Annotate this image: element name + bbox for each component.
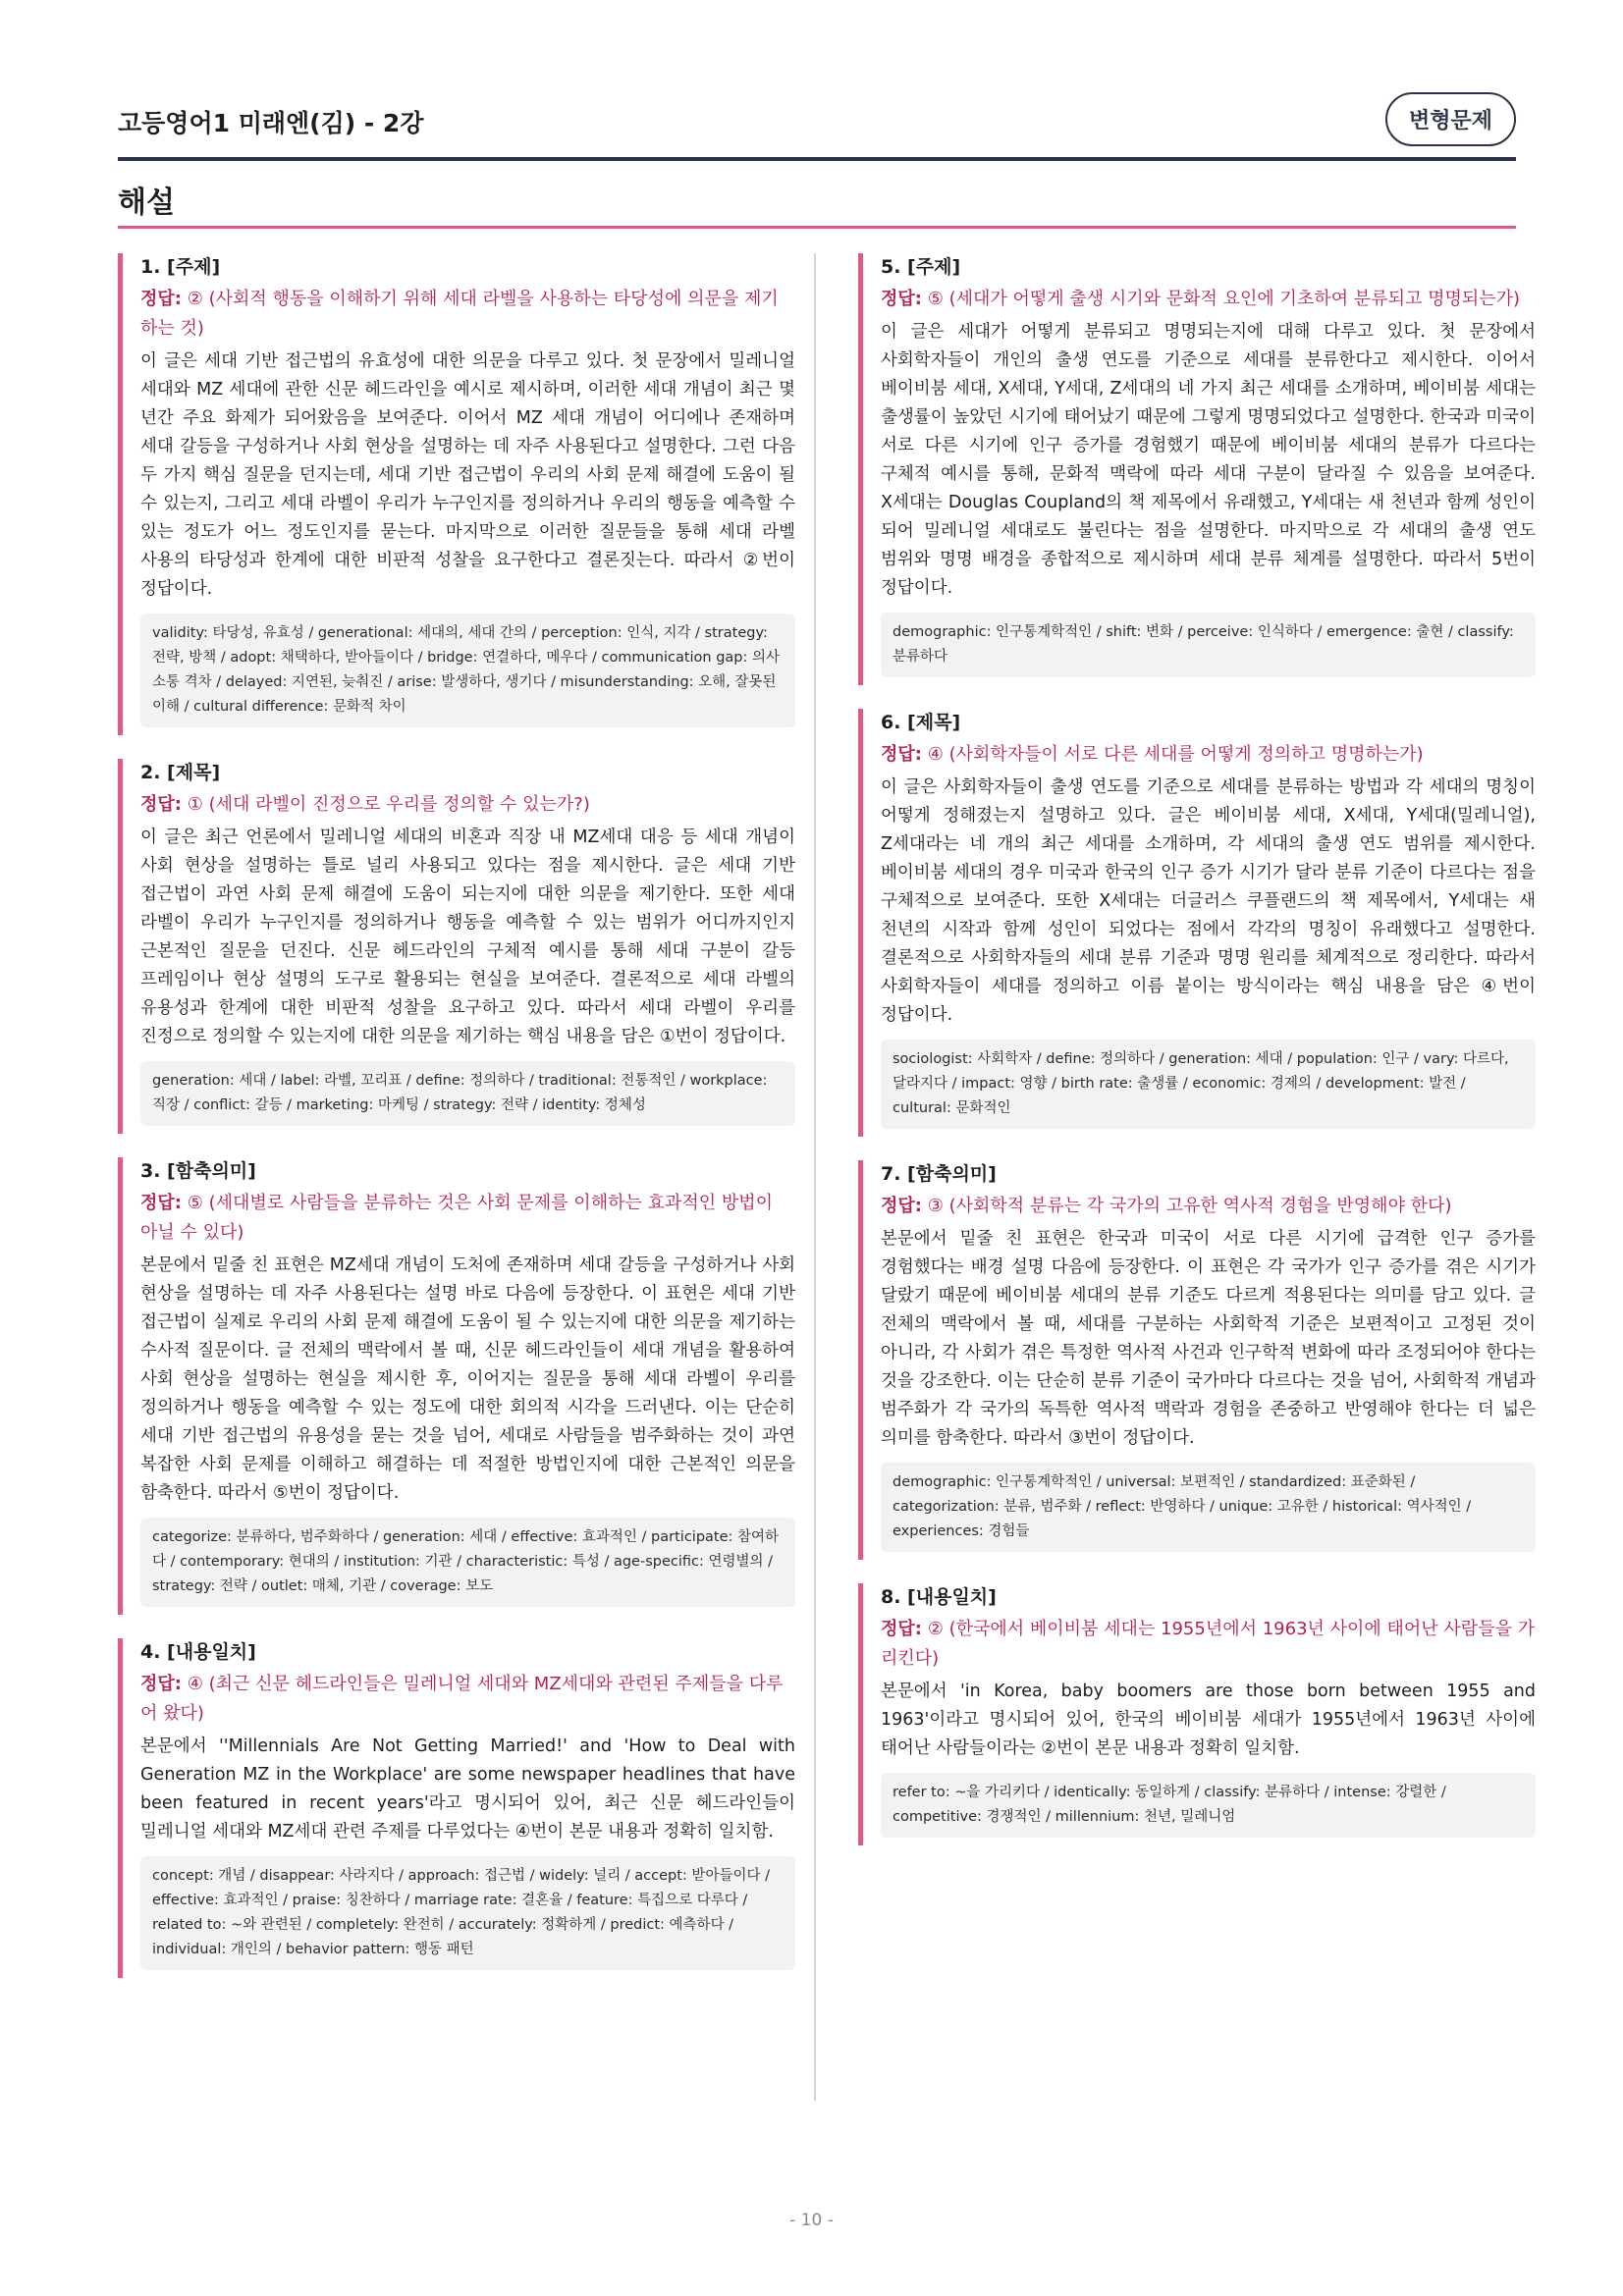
answer-text: ③ (사회학적 분류는 각 국가의 고유한 역사적 경험을 반영해야 한다) [927,1196,1452,1216]
answer-text: ⑤ (세대가 어떻게 출생 시기와 문화적 요인에 기초하여 분류되고 명명되는가) [927,289,1521,309]
vocabulary-box: concept: 개념 / disappear: 사라지다 / approach: 접근법 / widely: 널리 / accept: 받아들이다 / effective: 효과적인 / praise: 칭찬하다 / marriage rate: 결혼율 / feature: 특집으로 다루다 / related to: ~와 관련된 / completely: 완전히 / accurately: 정확하게 / predict: 예측하다 / individual: 개인의 / behavior pattern: 행동 패턴 [140,1856,795,1970]
vocabulary-box: sociologist: 사회학자 / define: 정의하다 / generation: 세대 / population: 인구 / vary: 다르다, 달라지다 / impact: 영향 / birth rate: 출생률 / economic: 경제의 / development: 발전 / cultural: 문화적인 [881,1040,1536,1129]
variant-question-badge: 변형문제 [1385,92,1516,146]
question-8-explanation [858,1583,1536,1845]
question-heading: 5. [주제] [881,256,961,278]
answer-line [881,1192,1536,1221]
question-heading: 3. [함축의미] [140,1160,256,1182]
explanation-text: 본문에서 'in Korea, baby boomers are those born between 1955 and 1963'이라고 명시되어 있어, 한국의 베이비붐 세대가 1955년에서 1963년 사이에 태어난 사람들이라는 ②번이 본문 내용과 정확히 일치함. [881,1682,1536,1758]
answer-line [881,1615,1536,1674]
question-5-explanation [858,253,1536,685]
question-heading: 4. [내용일치] [140,1641,256,1663]
answer-label: 정답: [140,794,182,815]
explanation-text: 이 글은 세대가 어떻게 분류되고 명명되는지에 대해 다루고 있다. 첫 문장에서 사회학자들이 개인의 출생 연도를 기준으로 세대를 분류한다고 제시한다. 이어서 베이비붐 세대, X세대, Y세대, Z세대의 네 가지 최근 세대를 소개하며, 베이비붐 세대는 출생률이 높았던 시기에 태어났기 때문에 그렇게 명명되었다고 설명한다. 한국과 미국이 서로 다른 시기에 인구 증가를 경험했기 때문에 베이비붐 세대의 분류가 다르다는 구체적 예시를 통해, 문화적 맥락에 따라 세대 구분이 달라질 수 있음을 보여준다. X세대는 Douglas Coupland의 책 제목에서 유래했고, Y세대는 새 천년과 함께 성인이 되어 밀레니얼 세대로도 불린다는 점을 설명한다. 마지막으로 각 세대의 출생 연도 범위와 명명 배경을 종합적으로 제시하며 세대 분류 체계를 설명한다. 따라서 5번이 정답이다. [881,322,1536,598]
explanation-text: 이 글은 최근 언론에서 밀레니얼 세대의 비혼과 직장 내 MZ세대 대응 등 세대 개념이 사회 현상을 설명하는 틀로 널리 사용되고 있다는 점을 제시한다. 글은 세대 기반 접근법이 과연 사회 문제 해결에 도움이 되는지에 대한 의문을 제기한다. 또한 세대 라벨이 우리가 누구인지를 정의하거나 행동을 예측할 수 있는 범위가 어디까지인지 근본적인 질문을 던진다. 신문 헤드라인의 구체적 예시를 통해 세대 구분이 갈등 프레임이나 현상 설명의 도구로 활용되는 현실을 보여준다. 결론적으로 세대 라벨의 유용성과 한계에 대한 비판적 성찰을 요구하고 있다. 따라서 세대 라벨이 우리를 진정으로 정의할 수 있는지에 대한 의문을 제기하는 핵심 내용을 담은 ①번이 정답이다. [140,828,795,1046]
answer-label: 정답: [881,289,922,309]
vocabulary-box: refer to: ~을 가리키다 / identically: 동일하게 / classify: 분류하다 / intense: 강렬한 / competitive: 경쟁적인 / millennium: 천년, 밀레니엄 [881,1773,1536,1838]
vocabulary-box: demographic: 인구통계학적인 / universal: 보편적인 / standardized: 표준화된 / categorization: 분류, 범주화 / reflect: 반영하다 / unique: 고유한 / historical: 역사적인 / experiences: 경험들 [881,1463,1536,1552]
answer-label: 정답: [881,744,922,765]
page-number: - 10 - [789,2211,834,2230]
vocabulary-box: categorize: 분류하다, 범주화하다 / generation: 세대 / effective: 효과적인 / participate: 참여하다 / contemporary: 현대의 / institution: 기관 / characteristic: 특성 / age-specific: 연령별의 / strategy: 전략 / outlet: 매체, 기관 / coverage: 보도 [140,1518,795,1607]
answer-text: ② (사회적 행동을 이해하기 위해 세대 라벨을 사용하는 타당성에 의문을 제기하는 것) [140,289,779,339]
question-7-explanation [858,1160,1536,1560]
question-heading: 6. [제목] [881,712,961,733]
answer-label: 정답: [881,1196,922,1216]
answer-line [881,285,1536,314]
answer-line [140,1189,795,1248]
explanation-text: 이 글은 세대 기반 접근법의 유효성에 대한 의문을 다루고 있다. 첫 문장에서 밀레니얼 세대와 MZ 세대에 관한 신문 헤드라인을 예시로 제시하며, 이러한 세대 개념이 최근 몇 년간 주요 화제가 되어왔음을 보여준다. 이어서 MZ 세대 개념이 어디에나 존재하며 세대 갈등을 구성하거나 사회 현상을 설명하는 데 자주 사용된다고 설명한다. 그런 다음 두 가지 핵심 질문을 던지는데, 세대 기반 접근법이 우리의 사회 문제 해결에 도움이 될 수 있는지, 그리고 세대 라벨이 우리가 누구인지를 정의하거나 우리의 행동을 예측할 수 있는 정도가 어느 정도인지를 묻는다. 마지막으로 이러한 질문들을 통해 세대 라벨 사용의 타당성과 한계에 대한 비판적 성찰을 요구한다고 결론짓는다. 따라서 ②번이 정답이다. [140,351,795,599]
answer-text: ④ (사회학자들이 서로 다른 세대를 어떻게 정의하고 명명하는가) [927,744,1424,765]
left-column [118,253,795,2002]
answer-text: ① (세대 라벨이 진정으로 우리를 정의할 수 있는가?) [187,794,590,815]
answer-label: 정답: [140,289,182,309]
page-header [118,86,1516,161]
explanation-text: 본문에서 밑줄 친 표현은 한국과 미국이 서로 다른 시기에 급격한 인구 증가를 경험했다는 배경 설명 다음에 등장한다. 이 표현은 각 국가가 인구 증가를 겪은 시기가 달랐기 때문에 베이비붐 세대의 분류 기준도 다르게 적용된다는 의미를 담고 있다. 글 전체의 맥락에서 볼 때, 세대를 구분하는 사회학적 기준은 보편적이고 고정된 것이 아니라, 각 사회가 겪은 특정한 역사적 사건과 인구학적 변화에 따라 조정되어야 한다는 것을 강조한다. 이는 단순히 분류 기준이 국가마다 다르다는 것을 넘어, 사회학적 개념과 범주화가 각 국가의 독특한 역사적 맥락과 경험을 존중하고 반영해야 한다는 더 넓은 의미를 함축한다. 따라서 ③번이 정답이다. [881,1229,1536,1448]
answer-text: ② (한국에서 베이비붐 세대는 1955년에서 1963년 사이에 태어난 사람들을 가리킨다) [881,1619,1536,1669]
explanation-text: 본문에서 ''Millennials Are Not Getting Married!' and 'How to Deal with Generation MZ in the Workplace' are some newspaper headlines that have been featured in recent years'라고 명시되어 있어, 최근 신문 헤드라인들이 밀레니얼 세대와 MZ세대 관련 주제를 다루었다는 ④번이 본문 내용과 정확히 일치함. [140,1736,795,1842]
answer-line [140,285,795,344]
vocabulary-box: demographic: 인구통계학적인 / shift: 변화 / perceive: 인식하다 / emergence: 출현 / classify: 분류하다 [881,613,1536,677]
answer-line [140,790,795,820]
answer-label: 정답: [140,1674,182,1694]
question-heading: 1. [주제] [140,256,221,278]
vocabulary-box: validity: 타당성, 유효성 / generational: 세대의, 세대 간의 / perception: 인식, 지각 / strategy: 전략, 방책 / adopt: 채택하다, 받아들이다 / bridge: 연결하다, 메우다 / communication gap: 의사소통 격차 / delayed: 지연된, 늦춰진 / arise: 발생하다, 생기다 / misunderstanding: 오해, 잘못된 이해 / cultural difference: 문화적 차이 [140,614,795,727]
question-2-explanation [118,759,795,1134]
section-title [118,175,1516,229]
vocabulary-box: generation: 세대 / label: 라벨, 꼬리표 / define: 정의하다 / traditional: 전통적인 / workplace: 직장 / conflict: 갈등 / marketing: 마케팅 / strategy: 전략 / identity: 정체성 [140,1061,795,1126]
answer-label: 정답: [881,1619,922,1639]
section-title-text: 해설 [118,186,175,220]
question-heading: 2. [제목] [140,762,221,783]
question-3-explanation [118,1157,795,1615]
right-column [858,253,1536,1869]
answer-text: ④ (최근 신문 헤드라인들은 밀레니얼 세대와 MZ세대와 관련된 주제들을 다루어 왔다) [140,1674,784,1724]
answer-label: 정답: [140,1193,182,1213]
question-heading: 7. [함축의미] [881,1163,997,1185]
answer-line [881,740,1536,770]
document-title: 고등영어1 미래엔(김) - 2강 [118,109,424,137]
explanation-text: 본문에서 밑줄 친 표현은 MZ세대 개념이 도처에 존재하며 세대 갈등을 구성하거나 사회 현상을 설명하는 데 자주 사용된다는 설명 바로 다음에 등장한다. 이 표현은 세대 기반 접근법이 실제로 우리의 사회 문제 해결에 도움이 될 수 있는지에 대한 의문을 제기하는 수사적 질문이다. 글 전체의 맥락에서 볼 때, 신문 헤드라인들이 세대 개념을 활용하여 사회 현상을 설명하는 현실을 제시한 후, 이어지는 질문을 통해 세대 라벨이 우리를 정의하거나 행동을 예측할 수 있는 정도에 대한 회의적 시각을 드러낸다. 이는 단순히 세대 기반 접근법의 유용성을 묻는 것을 넘어, 세대로 사람들을 범주화하는 것이 과연 복잡한 사회 문제를 이해하고 해결하는 데 적절한 방법인지에 대한 근본적인 의문을 함축한다. 따라서 ⑤번이 정답이다. [140,1255,795,1503]
column-divider [814,253,816,2101]
question-6-explanation [858,709,1536,1137]
explanation-text: 이 글은 사회학자들이 출생 연도를 기준으로 세대를 분류하는 방법과 각 세대의 명칭이 어떻게 정해졌는지 설명하고 있다. 글은 베이비붐 세대, X세대, Y세대(밀레니얼), Z세대라는 네 개의 최근 세대를 소개하며, 각 세대의 출생 연도 범위를 제시한다. 베이비붐 세대의 경우 미국과 한국의 인구 증가 시기가 달라 분류 기준이 다르다는 점을 구체적으로 보여준다. 또한 X세대는 더글러스 쿠플랜드의 책 제목에서, Y세대는 새 천년의 시작과 함께 성인이 되었다는 점에서 각각의 명칭이 유래했다고 설명한다. 결론적으로 사회학자들의 세대 분류 기준과 명명 원리를 체계적으로 정리한다. 따라서 사회학자들이 세대를 정의하고 이름 붙이는 방식이라는 핵심 내용을 담은 ④번이 정답이다. [881,777,1536,1025]
answer-text: ⑤ (세대별로 사람들을 분류하는 것은 사회 문제를 이해하는 효과적인 방법이 아닐 수 있다) [140,1193,774,1243]
question-4-explanation [118,1638,795,1978]
question-1-explanation [118,253,795,735]
answer-line [140,1670,795,1729]
question-heading: 8. [내용일치] [881,1586,997,1608]
